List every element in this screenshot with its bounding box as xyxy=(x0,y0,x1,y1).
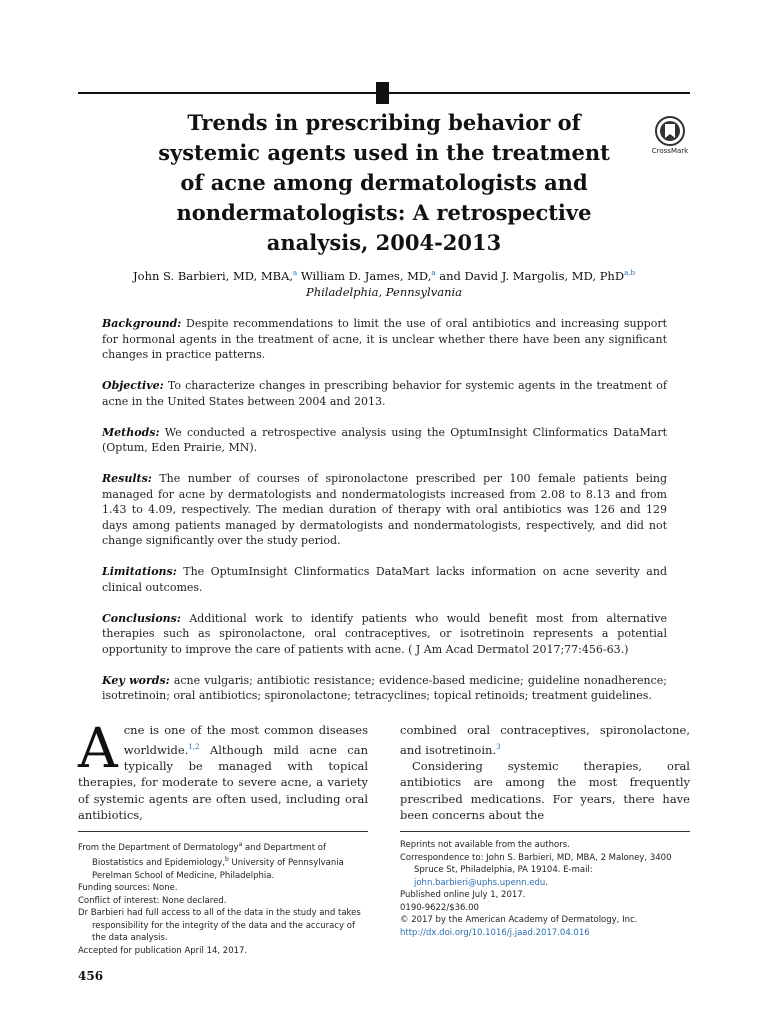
affiliation-marker: b xyxy=(224,856,229,864)
affiliation-marker[interactable]: a,b xyxy=(624,269,635,277)
author-name: John S. Barbieri, MD, MBA, xyxy=(133,268,294,283)
funding-note: Funding sources: None. xyxy=(78,883,178,894)
abstract-limitations xyxy=(102,564,667,595)
title-line: of acne among dermatologists and xyxy=(180,170,588,195)
body-text: cne is one of the most common diseases worldwide. xyxy=(123,723,368,757)
correspondence-note xyxy=(400,852,692,890)
body-column-left xyxy=(78,716,368,824)
author-block xyxy=(100,265,668,300)
abstract-objective xyxy=(102,378,667,409)
abstract-label: Background: xyxy=(102,317,182,330)
drop-cap: A xyxy=(78,716,118,780)
crossmark-label: CrossMark xyxy=(651,147,689,155)
abstract-background xyxy=(102,316,667,363)
data-access-note: Dr Barbieri had full access to all of the data in the study and takes responsibility for the integrity of the data and the accuracy of the data analysis. xyxy=(78,908,361,944)
article-title xyxy=(110,108,658,258)
header-rule-block xyxy=(376,82,389,104)
abstract-label: Objective: xyxy=(102,379,164,392)
conflict-note: Conflict of interest: None declared. xyxy=(78,895,227,906)
footnotes-right xyxy=(400,839,692,939)
footnote-text: From the Department of Dermatology xyxy=(78,842,239,853)
affiliation-footnote xyxy=(78,839,370,882)
title-line: nondermatologists: A retrospective xyxy=(176,200,592,225)
abstract-text: acne vulgaris; antibiotic resistance; evidence-based medicine; guideline nonadherence; isotretinoin; oral antibiotics; spironolactone; tetracyclines; topical retinoids; treatment guidelines. xyxy=(102,673,667,702)
footnote-text: Correspondence to: John S. Barbieri, MD, MBA, 2 Maloney, 3400 Spruce St, Philadelphia, PA 19104. E-mail: xyxy=(400,852,672,875)
title-line: analysis, 2004-2013 xyxy=(266,230,502,255)
email-link[interactable]: john.barbieri@uphs.upenn.edu xyxy=(414,877,546,888)
body-text: Although mild acne can typically be managed with topical therapies, for moderate to severe acne, a variety of systemic agents are often used, including oral antibiotics, xyxy=(78,742,368,823)
abstract-label: Limitations: xyxy=(102,565,177,578)
footnotes-left xyxy=(78,839,370,957)
title-line: Trends in prescribing behavior of xyxy=(187,110,581,135)
abstract-text: To characterize changes in prescribing behavior for systemic agents in the treatment of acne in the United States between 2004 and 2013. xyxy=(102,379,667,408)
body-text: combined oral contraceptives, spironolactone, and isotretinoin. xyxy=(400,723,690,757)
footnote-text: . xyxy=(545,877,548,888)
doi-link[interactable]: http://dx.doi.org/10.1016/j.jaad.2017.04.016 xyxy=(400,927,590,938)
title-line: systemic agents used in the treatment xyxy=(158,140,610,165)
footnote-text: University of Pennsylvania Perelman School of Medicine, Philadelphia. xyxy=(92,858,344,881)
affiliation-marker[interactable]: a xyxy=(293,269,298,277)
author-name: and David J. Margolis, MD, PhD xyxy=(435,268,625,283)
abstract-text: The number of courses of spironolactone prescribed per 100 female patients being managed for acne by dermatologists and nondermatologists increased from 2.08 to 8.13 and from 1.43 to 4.09, respectively. The median duration of therapy with oral antibiotics was 126 and 129 days among patients managed by dermatologists and nondermatologists, respectively, and did not change significantly over the study period. xyxy=(102,472,667,547)
author-list xyxy=(100,265,668,284)
abstract-results xyxy=(102,471,667,549)
affiliation-marker: a xyxy=(238,841,243,848)
published-note: Published online July 1, 2017. xyxy=(400,890,526,900)
reprints-note: Reprints not available from the authors. xyxy=(400,840,570,850)
abstract-text: Despite recommendations to limit the use of oral antibiotics and increasing support for hormonal agents in the treatment of acne, it is unclear whether there have been any significant changes in practice patterns. xyxy=(102,317,667,361)
footnote-rule xyxy=(78,831,368,832)
body-paragraph: Considering systemic therapies, oral antibiotics are among the most frequently prescribed medications. For years, there have been concerns about the xyxy=(400,758,690,823)
abstract-label: Key words: xyxy=(102,673,170,687)
abstract-label: Methods: xyxy=(102,425,160,439)
copyright-note: © 2017 by the American Academy of Dermatology, Inc. xyxy=(400,915,638,925)
reference-link[interactable]: 3 xyxy=(496,742,501,751)
abstract-conclusions xyxy=(102,611,667,658)
abstract-text: We conducted a retrospective analysis using the OptumInsight Clinformatics DataMart (Optum, Eden Prairie, MN). xyxy=(102,425,667,454)
footnote-rule xyxy=(400,831,690,832)
abstract-label: Results: xyxy=(102,472,152,485)
abstract-text: Additional work to identify patients who would benefit most from alternative therapies such as spironolactone, oral contraceptives, or isotretinoin represents a potential opportunity to improve the care of patients with acne. ( J Am Acad Dermatol 2017;77:456-63.) xyxy=(102,611,667,656)
abstract-methods xyxy=(102,425,667,456)
crossmark-icon[interactable] xyxy=(655,116,685,146)
reference-link[interactable]: 1,2 xyxy=(188,742,200,751)
author-name: William D. James, MD, xyxy=(297,268,432,283)
affiliation-marker[interactable]: a xyxy=(431,269,436,277)
issn-note: 0190-9622/$36.00 xyxy=(400,902,479,913)
author-location: Philadelphia, Pennsylvania xyxy=(305,284,463,299)
accepted-note: Accepted for publication April 14, 2017. xyxy=(78,945,248,956)
abstract-label: Conclusions: xyxy=(102,611,181,625)
abstract-keywords xyxy=(102,673,667,704)
body-column-right xyxy=(400,722,690,824)
abstract-text: The OptumInsight Clinformatics DataMart lacks information on acne severity and clinical outcomes. xyxy=(102,565,667,594)
footnote-text: and Department of Biostatistics and Epidemiology, xyxy=(92,842,326,869)
page-number: 456 xyxy=(78,969,104,983)
abstract xyxy=(102,316,667,719)
